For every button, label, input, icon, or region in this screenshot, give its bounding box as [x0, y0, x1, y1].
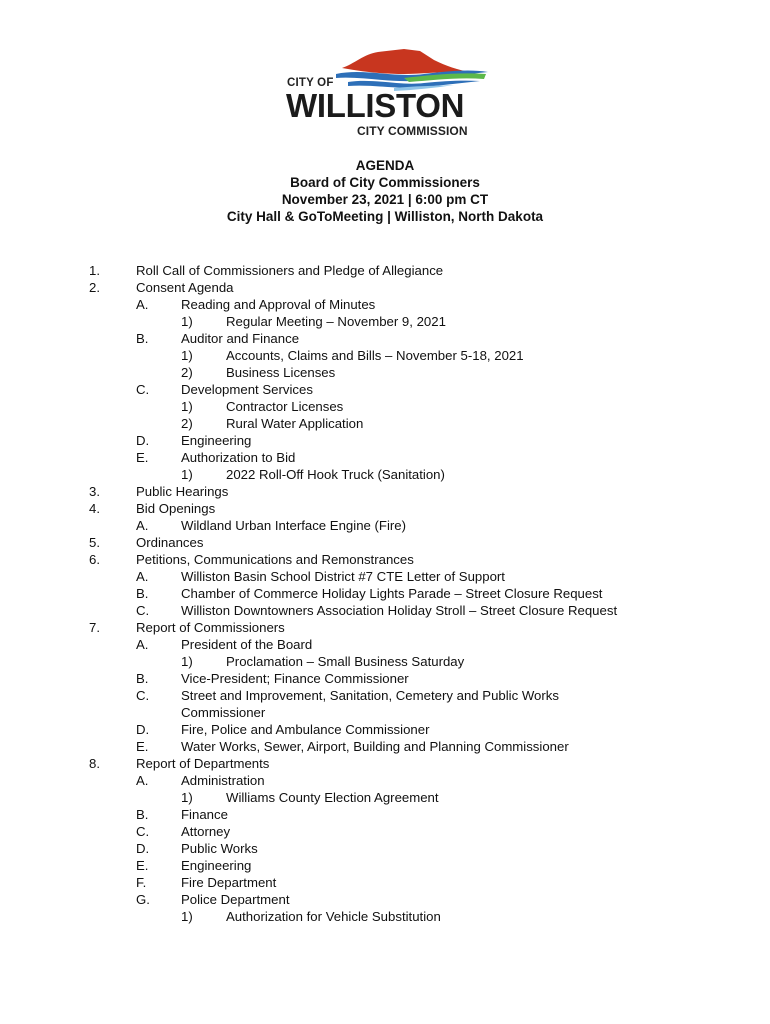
logo-city-commission: CITY COMMISSION — [357, 124, 468, 138]
agenda-item — [0, 908, 770, 925]
agenda-item-text: Rural Water Application — [226, 416, 364, 431]
agenda-item-text: Development Services — [181, 382, 313, 397]
agenda-item — [0, 568, 770, 585]
agenda-item — [0, 874, 770, 891]
agenda-item-number: 1. — [89, 263, 100, 278]
agenda-item-text: Finance — [181, 807, 228, 822]
agenda-item-number: B. — [136, 807, 149, 822]
agenda-item — [0, 636, 770, 653]
agenda-item-text: Water Works, Sewer, Airport, Building and Planning Commissioner — [181, 739, 569, 754]
agenda-item-number: B. — [136, 671, 149, 686]
agenda-item — [0, 364, 770, 381]
agenda-item-text: Petitions, Communications and Remonstrances — [136, 552, 414, 567]
agenda-item-number: A. — [136, 569, 149, 584]
agenda-item-number: 3. — [89, 484, 100, 499]
agenda-item-number: D. — [136, 433, 150, 448]
agenda-item-number: A. — [136, 773, 149, 788]
agenda-item — [0, 330, 770, 347]
agenda-item-number: C. — [136, 688, 150, 703]
agenda-item — [0, 653, 770, 670]
agenda-item — [0, 806, 770, 823]
agenda-item-number: D. — [136, 841, 150, 856]
agenda-item-text: Engineering — [181, 433, 252, 448]
agenda-item-text: Bid Openings — [136, 501, 216, 516]
agenda-item — [0, 313, 770, 330]
agenda-item — [0, 755, 770, 772]
agenda-item-text: Auditor and Finance — [181, 331, 300, 346]
logo-city-of: CITY OF — [287, 77, 334, 89]
meeting-date-time: November 23, 2021 | 6:00 pm CT — [281, 192, 489, 207]
agenda-item-text: Street and Improvement, Sanitation, Cemetery and Public Works — [181, 688, 559, 703]
agenda-item-text: Consent Agenda — [136, 280, 234, 295]
agenda-item-number: 2) — [181, 365, 193, 380]
agenda-item-text: Williston Basin School District #7 CTE Letter of Support — [181, 569, 505, 584]
agenda-item-number: G. — [136, 892, 150, 907]
agenda-item-number: 1) — [181, 909, 193, 924]
agenda-item-text: Ordinances — [136, 535, 204, 550]
agenda-item — [0, 738, 770, 755]
agenda-item-number: 2) — [181, 416, 193, 431]
agenda-item-number: D. — [136, 722, 150, 737]
agenda-item-text: Administration — [181, 773, 265, 788]
agenda-item-text: Fire Department — [181, 875, 277, 890]
agenda-item — [0, 823, 770, 840]
agenda-item — [0, 381, 770, 398]
agenda-item — [0, 279, 770, 296]
agenda-item — [0, 840, 770, 857]
agenda-item — [0, 483, 770, 500]
agenda-item-number: 4. — [89, 501, 100, 516]
agenda-item-text: Public Works — [181, 841, 258, 856]
agenda-item — [0, 415, 770, 432]
agenda-item — [0, 466, 770, 483]
agenda-item-number: E. — [136, 739, 149, 754]
agenda-item-number: F. — [136, 875, 147, 890]
agenda-item-text: Authorization to Bid — [181, 450, 296, 465]
agenda-item — [0, 772, 770, 789]
agenda-item-number: A. — [136, 297, 149, 312]
agenda-item-text: Report of Departments — [136, 756, 270, 771]
agenda-item-text: Roll Call of Commissioners and Pledge of Allegiance — [136, 263, 444, 278]
agenda-list — [0, 262, 770, 925]
agenda-item-number: 8. — [89, 756, 100, 771]
agenda-item — [0, 262, 770, 279]
board-name: Board of City Commissioners — [290, 175, 480, 190]
agenda-item-text: Reading and Approval of Minutes — [181, 297, 376, 312]
agenda-item-number: A. — [136, 518, 149, 533]
agenda-item-number: 6. — [89, 552, 100, 567]
agenda-item-text: Report of Commissioners — [136, 620, 285, 635]
agenda-item-text: Regular Meeting – November 9, 2021 — [226, 314, 446, 329]
agenda-item-number: 1) — [181, 399, 193, 414]
agenda-item-text: Fire, Police and Ambulance Commissioner — [181, 722, 430, 737]
agenda-heading — [0, 157, 770, 225]
agenda-item-text: President of the Board — [181, 637, 313, 652]
agenda-item — [0, 296, 770, 313]
agenda-item-text: Commissioner — [181, 705, 266, 720]
agenda-item-text: Business Licenses — [226, 365, 336, 380]
agenda-item-number: 1) — [181, 790, 193, 805]
agenda-item — [0, 500, 770, 517]
agenda-item-text: Proclamation – Small Business Saturday — [226, 654, 465, 669]
agenda-item-number: C. — [136, 603, 150, 618]
agenda-item — [0, 789, 770, 806]
agenda-item — [0, 891, 770, 908]
agenda-item — [0, 517, 770, 534]
agenda-item-text: Accounts, Claims and Bills – November 5-18, 2021 — [226, 348, 524, 363]
agenda-item — [0, 432, 770, 449]
agenda-item-number: A. — [136, 637, 149, 652]
agenda-item — [0, 449, 770, 466]
agenda-item-number: B. — [136, 586, 149, 601]
agenda-item-number: C. — [136, 382, 150, 397]
agenda-item-number: C. — [136, 824, 150, 839]
agenda-item — [0, 670, 770, 687]
agenda-item-number: 2. — [89, 280, 100, 295]
agenda-item-number: 7. — [89, 620, 100, 635]
agenda-item-number: 1) — [181, 314, 193, 329]
agenda-item — [0, 704, 770, 721]
agenda-item-text: Wildland Urban Interface Engine (Fire) — [181, 518, 407, 533]
agenda-item-text: Public Hearings — [136, 484, 229, 499]
city-logo — [284, 44, 490, 140]
agenda-item-number: 1) — [181, 467, 193, 482]
agenda-item-text: Williston Downtowners Association Holiday Stroll – Street Closure Request — [181, 603, 618, 618]
agenda-item-text: Contractor Licenses — [226, 399, 344, 414]
agenda-item-text: Authorization for Vehicle Substitution — [226, 909, 441, 924]
meeting-location: City Hall & GoToMeeting | Williston, North Dakota — [226, 209, 544, 224]
agenda-item — [0, 721, 770, 738]
agenda-item — [0, 619, 770, 636]
agenda-item — [0, 398, 770, 415]
williston-logo-mark-icon — [334, 44, 490, 92]
agenda-item — [0, 687, 770, 704]
agenda-item-text: Police Department — [181, 892, 290, 907]
agenda-item — [0, 347, 770, 364]
agenda-title: AGENDA — [355, 158, 415, 173]
logo-wordmark: WILLISTON — [286, 87, 465, 124]
agenda-item-text: 2022 Roll-Off Hook Truck (Sanitation) — [226, 467, 445, 482]
agenda-item-number: 5. — [89, 535, 100, 550]
agenda-item-number: B. — [136, 331, 149, 346]
agenda-item-text: Engineering — [181, 858, 252, 873]
agenda-item-number: 1) — [181, 654, 193, 669]
agenda-item-text: Attorney — [181, 824, 231, 839]
agenda-item-number: 1) — [181, 348, 193, 363]
agenda-item — [0, 551, 770, 568]
agenda-item-number: E. — [136, 450, 149, 465]
agenda-item-text: Williams County Election Agreement — [226, 790, 439, 805]
agenda-item — [0, 534, 770, 551]
agenda-item — [0, 585, 770, 602]
agenda-item-text: Chamber of Commerce Holiday Lights Parade – Street Closure Request — [181, 586, 603, 601]
agenda-item — [0, 602, 770, 619]
agenda-item — [0, 857, 770, 874]
agenda-item-text: Vice-President; Finance Commissioner — [181, 671, 409, 686]
agenda-item-number: E. — [136, 858, 149, 873]
